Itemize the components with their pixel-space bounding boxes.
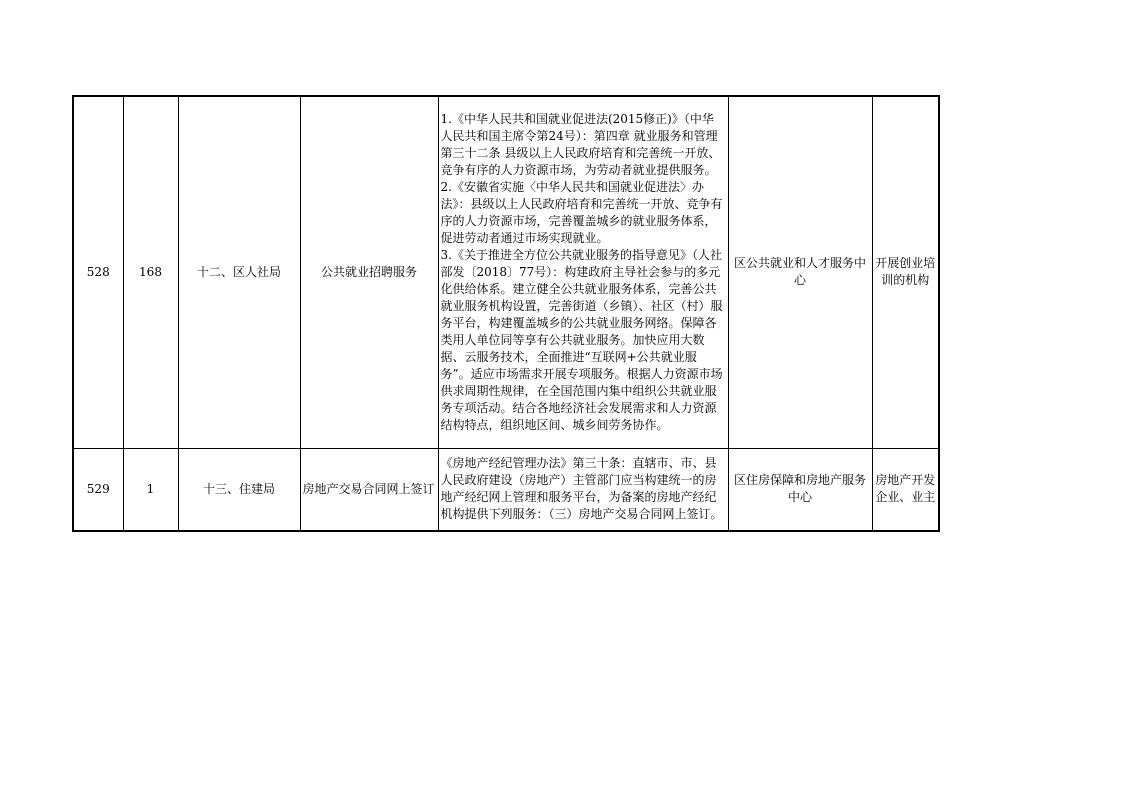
seq-cell: 529 [73,448,123,531]
target-cell: 房地产开发企业、业主 [872,448,939,531]
basis-cell [438,448,728,531]
table-row [73,96,939,448]
basis-paragraph: 1.《中华人民共和国就业促进法(2015修正)》（中华人民共和国主席令第24号）：第四章 就业服务和管理 第三十二条 县级以上人民政府培育和完善统一开放、竞争有序的人力资源市场，为劳动者就业提供服务。 [440,111,730,177]
sub-no-cell: 1 [123,448,178,531]
service-cell: 公共就业招聘服务 [300,96,438,448]
target-cell: 开展创业培训的机构 [872,96,939,448]
sub-no-cell: 168 [123,96,178,448]
basis-paragraph: 2.《安徽省实施〈中华人民共和国就业促进法〉办法》：县级以上人民政府培育和完善统一开放、竞争有序的人力资源市场，完善覆盖城乡的就业服务体系，促进劳动者通过市场实现就业。 [440,179,723,245]
provider-cell: 区公共就业和人才服务中心 [728,96,872,448]
provider-cell: 区住房保障和房地产服务中心 [728,448,872,531]
basis-paragraph: 《房地产经纪管理办法》第三十条：直辖市、市、县人民政府建设（房地产）主管部门应当构建统一的房地产经纪网上管理和服务平台，为备案的房地产经纪机构提供下列服务：（三）房地产交易合同网上签订。 [440,456,723,522]
department-cell: 十三、住建局 [178,448,300,531]
basis-cell [438,96,728,448]
seq-cell: 528 [73,96,123,448]
table-row [73,448,939,531]
department-cell: 十二、区人社局 [178,96,300,448]
basis-paragraph: 3.《关于推进全方位公共就业服务的指导意见》（人社部发〔2018〕77号）：构建政府主导社会参与的多元化供给体系。建立健全公共就业服务体系，完善公共就业服务机构设置，完善街道（乡镇）、社区（村）服务平台，构建覆盖城乡的公共就业服务网络。保障各类用人单位同等享有公共就业服务。加快应用大数据、云服务技术，全面推进“互联网+公共就业服务”。适应市场需求开展专项服务。根据人力资源市场供求周期性规律，在全国范围内集中组织公共就业服务专项活动。结合各地经济社会发展需求和人力资源结构特点，组织地区间、城乡间劳务协作。 [440,247,723,432]
service-cell: 房地产交易合同网上签订 [300,448,438,531]
service-table [72,95,940,532]
